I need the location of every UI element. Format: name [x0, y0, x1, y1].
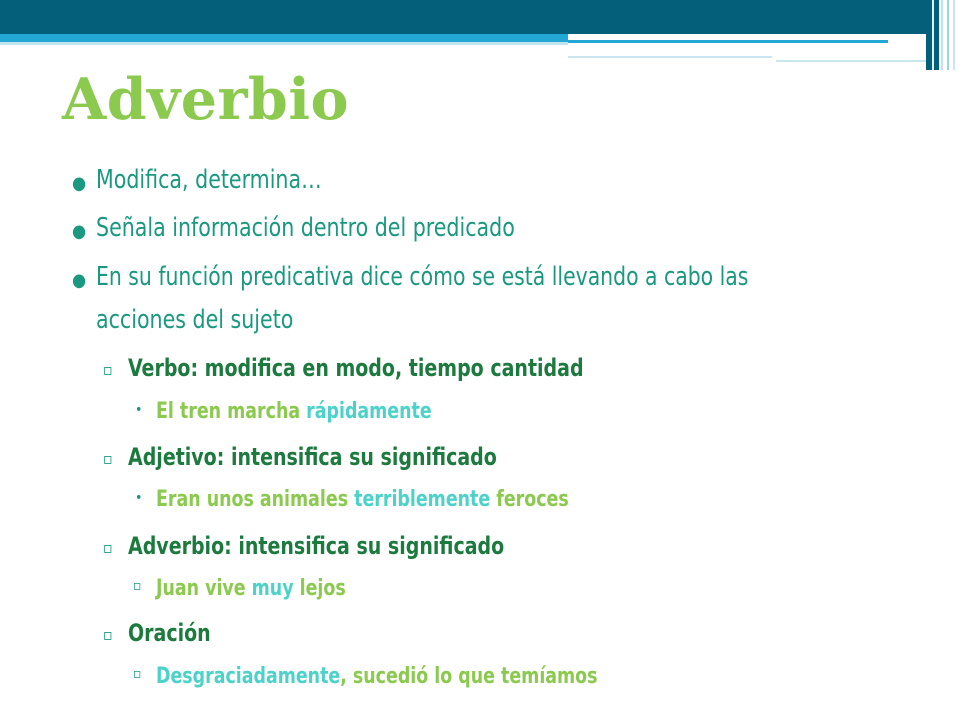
square-bullet-icon: ▫	[103, 625, 113, 644]
bullet-dot-icon: •	[135, 490, 143, 506]
header-vertical-stripes	[926, 0, 960, 70]
highlight-word: rápidamente	[306, 399, 432, 424]
bullet-text: En su función predicativa dice cómo se está llevando a cabo las	[96, 262, 749, 292]
highlight-word: Desgraciadamente	[156, 664, 341, 689]
subitem-heading: Verbo: modifica en modo, tiempo cantidad	[128, 354, 584, 382]
bullet-dot-icon: •	[135, 402, 143, 418]
example-text: El tren marcha rápidamente	[156, 399, 432, 424]
bullet-text: Modifica, determina…	[96, 165, 322, 195]
square-bullet-icon: ▫	[103, 360, 113, 379]
square-bullet-icon: ▫	[103, 449, 113, 468]
bullet-dot-icon: ●	[72, 173, 87, 194]
header-line-3	[776, 60, 940, 62]
header-line-1	[568, 40, 888, 43]
example-text: Eran unos animales terriblemente feroces	[156, 487, 569, 512]
header-band-dark	[0, 0, 960, 34]
bullet-text: Señala información dentro del predicado	[96, 213, 515, 243]
square-bullet-icon: ▫	[133, 666, 142, 682]
subitem-heading: Adjetivo: intensifica su significado	[128, 443, 497, 471]
subitem-heading: Adverbio: intensifica su significado	[128, 532, 505, 560]
header-line-2	[568, 56, 772, 58]
highlight-word: muy	[251, 576, 294, 601]
square-bullet-icon: ▫	[133, 578, 142, 594]
example-text: Juan vive muy lejos	[156, 576, 346, 601]
bullet-dot-icon: ●	[72, 270, 87, 291]
bullet-text-continuation: acciones del sujeto	[96, 305, 294, 335]
subitem-heading: Oración	[128, 619, 211, 647]
square-bullet-icon: ▫	[103, 538, 113, 557]
example-text: Desgraciadamente, sucedió lo que temíamos	[156, 664, 598, 689]
bullet-dot-icon: ●	[72, 221, 87, 242]
slide-title: Adverbio	[62, 66, 350, 133]
highlight-word: terriblemente	[354, 487, 491, 512]
